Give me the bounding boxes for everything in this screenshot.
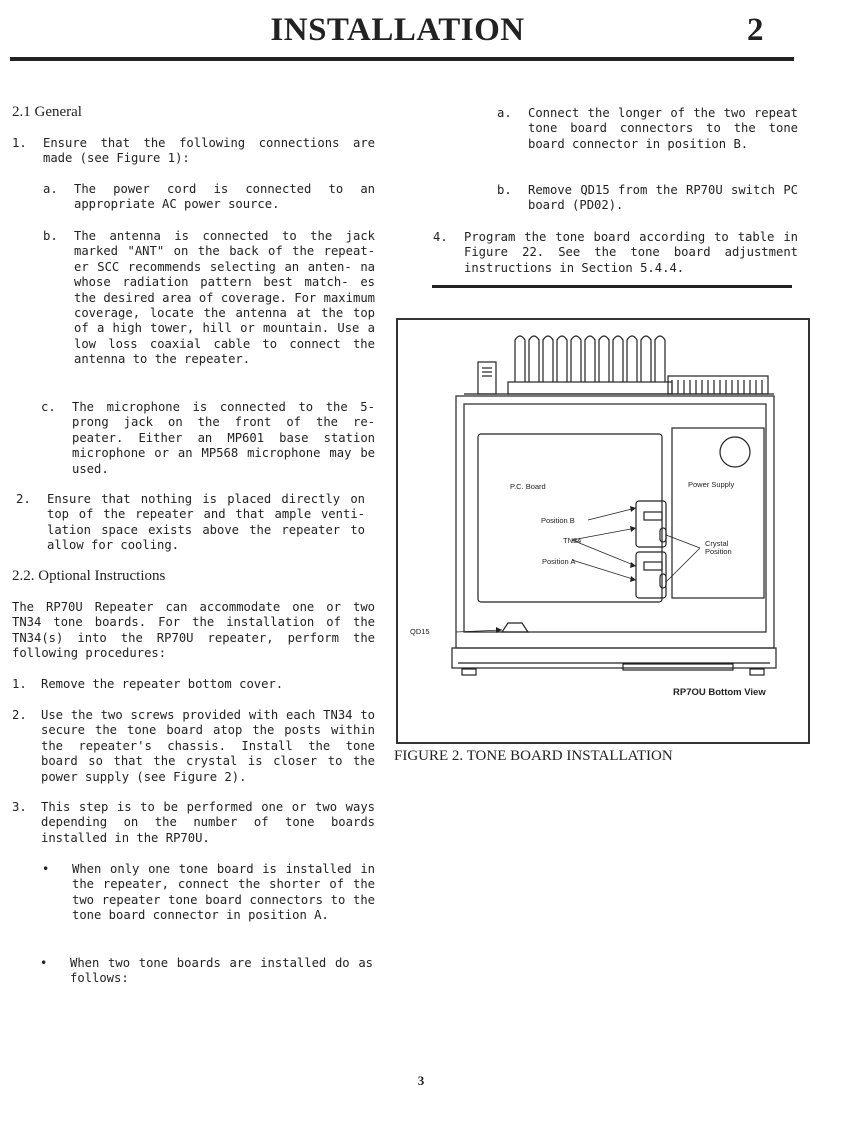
- label-position-b: Position B: [541, 516, 575, 525]
- section-heading-optional: 2.2. Optional Instructions: [12, 568, 166, 584]
- bullet-text: When only one tone board is installed in the repeater, connect the shorter of the two repeater tone board connectors to the tone board connector in position A.: [72, 862, 375, 923]
- label-crystal: Crystal: [705, 539, 729, 548]
- list-marker: 2.: [16, 492, 31, 506]
- list-item-text: Ensure that nothing is placed directly on top of the repeater and that ample venti- lation space exists above the repeater to allow for cooling.: [47, 492, 365, 553]
- list-marker: b.: [43, 229, 58, 243]
- bullet-text: When two tone boards are installed do as follows:: [70, 956, 373, 986]
- crystal-icon: [660, 528, 666, 542]
- power-supply-fan-icon: [720, 437, 750, 467]
- label-pc-board: P.C. Board: [510, 482, 546, 491]
- chapter-number: 2: [747, 12, 764, 48]
- list-marker: 1.: [12, 677, 27, 691]
- antenna-connector-icon: [478, 362, 496, 394]
- chapter-title: INSTALLATION: [270, 12, 525, 48]
- sub-item-text: Remove QD15 from the RP70U switch PC board (PD02).: [528, 183, 798, 213]
- header-rule: [10, 57, 794, 61]
- sub-item-text: Connect the longer of the two repeat tone board connectors to the tone board connector in position B.: [528, 106, 798, 151]
- step-text: Remove the repeater bottom cover.: [41, 677, 284, 691]
- vent-grille-icon: [668, 376, 768, 394]
- section-rule: [432, 285, 792, 288]
- label-qd15: QD15: [410, 627, 430, 636]
- bullet-marker: •: [42, 862, 50, 876]
- figure-caption: FIGURE 2. TONE BOARD INSTALLATION: [394, 748, 673, 764]
- sub-item-text: The antenna is connected to the jack marked "ANT" on the back of the repeat- er SCC recommends selecting an anten- na whose radiation pattern best match- es the desired area of coverage. For maximum coverage, locate the antenna at the top of a high tower, hill or mountain. Use a low loss coaxial cable to connect the antenna to the repeater.: [74, 229, 375, 367]
- page-number: 3: [417, 1073, 425, 1088]
- qd15-component-icon: [502, 623, 528, 632]
- list-marker: 1.: [12, 136, 27, 150]
- label-position-a: Position A: [542, 557, 576, 566]
- label-bottom-view: RP7OU Bottom View: [673, 687, 766, 698]
- step-text: Program the tone board according to table in Figure 22. See the tone board adjustment instructions in Section 5.4.4.: [464, 230, 798, 275]
- sub-item-text: The power cord is connected to an appropriate AC power source.: [74, 182, 375, 212]
- list-marker: a.: [497, 106, 512, 120]
- list-marker: 3.: [12, 800, 27, 814]
- step-text: This step is to be performed one or two ways depending on the number of tone boards installed in the RP70U.: [41, 800, 375, 845]
- sub-item-text: The microphone is connected to the 5-prong jack on the front of the re- peater. Either an MP601 base station microphone or an MP568 microphone may be used.: [72, 400, 375, 476]
- label-crystal-position: Position: [705, 547, 732, 556]
- figure-tone-board-installation: [396, 318, 810, 744]
- crystal-icon: [660, 574, 666, 588]
- list-marker: c.: [41, 400, 56, 414]
- list-marker: 2.: [12, 708, 27, 722]
- section-heading-general: 2.1 General: [12, 104, 82, 120]
- list-marker: 4.: [433, 230, 448, 244]
- list-marker: a.: [43, 182, 58, 196]
- repeater-base: [452, 648, 776, 668]
- list-item-text: Ensure that the following connections are made (see Figure 1):: [43, 136, 375, 166]
- step-text: Use the two screws provided with each TN34 to secure the tone board atop the posts within the repeater's chassis. Install the tone board so that the crystal is closer to the power supply (see Figure 2).: [41, 708, 375, 784]
- list-marker: b.: [497, 183, 512, 197]
- label-power-supply: Power Supply: [688, 480, 735, 489]
- heat-sink-icon: [508, 336, 672, 394]
- label-tn34: TN34: [563, 536, 582, 545]
- intro-paragraph: The RP70U Repeater can accommodate one or two TN34 tone boards. For the installation of the TN34(s) into the RP70U repeater, perform the following procedures:: [12, 600, 375, 661]
- bullet-marker: •: [40, 956, 48, 970]
- repeater-bottom-view-diagram: [398, 320, 808, 742]
